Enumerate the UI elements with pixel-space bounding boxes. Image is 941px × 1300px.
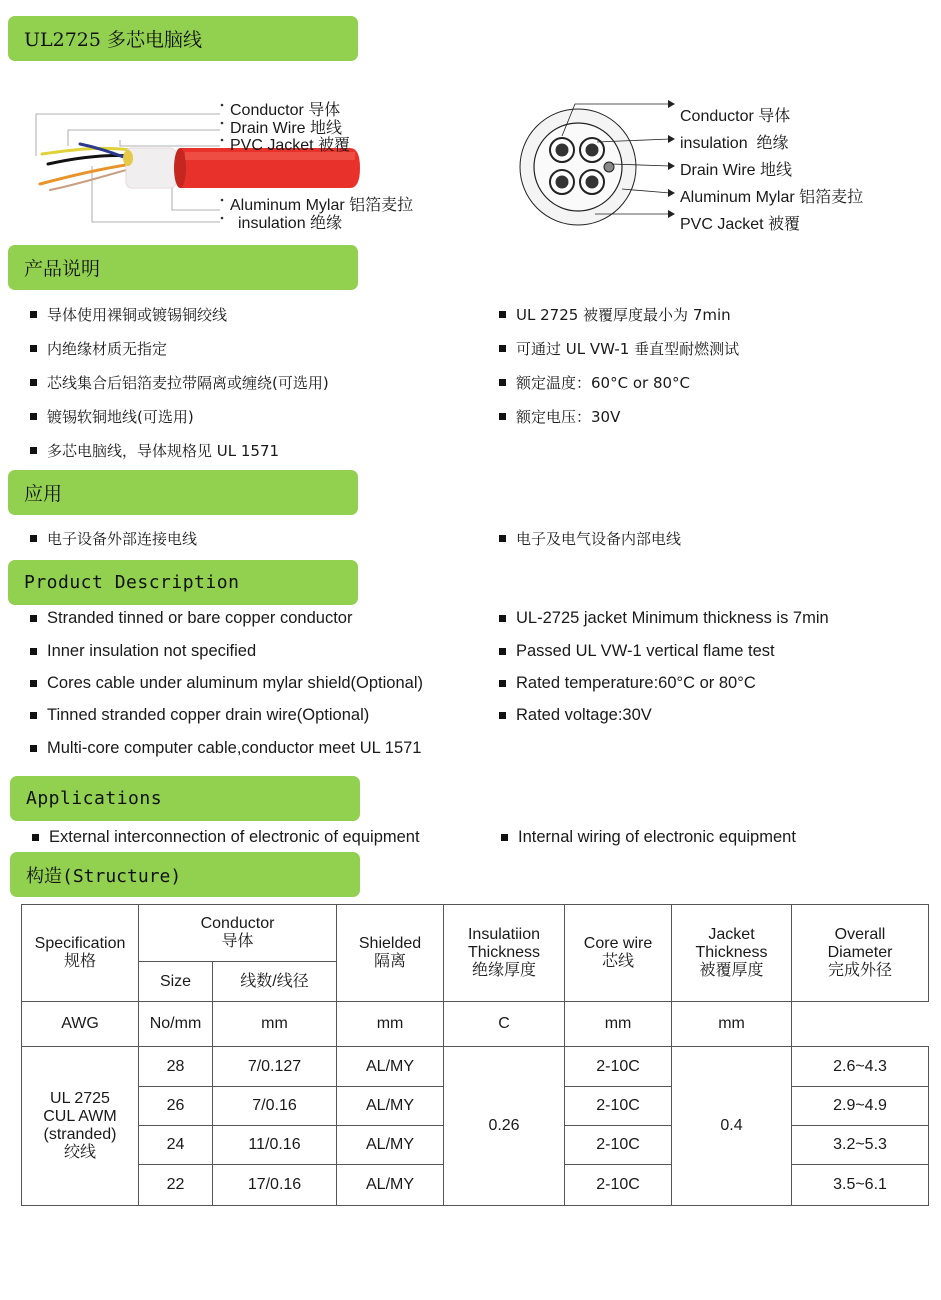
right-label-drain-wire: Drain Wire 地线 [680, 162, 793, 179]
od-cell: 3.2~5.3 [792, 1126, 929, 1165]
insulation-value-cell: 0.26 [444, 1047, 565, 1206]
list-item: Tinned stranded copper drain wire(Optional) [30, 706, 369, 725]
strands-cell: 17/0.16 [213, 1165, 337, 1206]
shield-cell: AL/MY [337, 1087, 444, 1126]
title-text: UL2725 多芯电脑线 [24, 29, 203, 51]
list-item: 多芯电脑线，导体规格见 UL 1571 [30, 440, 279, 461]
unit-cell: mm [213, 1002, 337, 1047]
unit-cell: mm [672, 1002, 792, 1047]
left-label-aluminum-mylar: Aluminum Mylar 铝箔麦拉 [230, 197, 414, 214]
structure-table [21, 904, 929, 1206]
od-cell: 3.5~6.1 [792, 1165, 929, 1206]
en-description-header [8, 560, 358, 605]
list-item: UL-2725 jacket Minimum thickness is 7min [499, 609, 829, 628]
shield-cell: AL/MY [337, 1047, 444, 1087]
list-item: 额定温度：60°C or 80°C [499, 372, 690, 393]
list-item: 电子设备外部连接电线 [30, 528, 197, 549]
core-wire-header-cell: Core wire 芯线 [565, 905, 672, 1002]
right-label-insulation: insulation 绝缘 [680, 135, 789, 152]
size-header-cell: Size [139, 962, 213, 1002]
unit-cell: mm [337, 1002, 444, 1047]
cn-description-header [8, 245, 358, 290]
list-item: Rated temperature:60°C or 80°C [499, 674, 756, 693]
en-application-title: Applications [26, 788, 163, 809]
list-item: 电子及电气设备内部电线 [499, 528, 681, 549]
unit-cell: C [444, 1002, 565, 1047]
od-cell: 2.6~4.3 [792, 1047, 929, 1087]
od-cell: 2.9~4.9 [792, 1087, 929, 1126]
right-label-aluminum-mylar: Aluminum Mylar 铝箔麦拉 [680, 189, 864, 206]
right-label-conductor: Conductor 导体 [680, 108, 791, 125]
unit-cell: mm [565, 1002, 672, 1047]
size-cell: 22 [139, 1165, 213, 1206]
size-cell: 24 [139, 1126, 213, 1165]
left-label-pvc-jacket: PVC Jacket 被覆 [230, 137, 351, 154]
drain-wire-dot [604, 162, 614, 172]
table-units-row [22, 1002, 929, 1047]
list-item: Stranded tinned or bare copper conductor [30, 609, 352, 628]
right-label-pvc-jacket: PVC Jacket 被覆 [680, 216, 801, 233]
core-cell: 2-10C [565, 1165, 672, 1206]
size-cell: 26 [139, 1087, 213, 1126]
list-item: Inner insulation not specified [30, 642, 256, 661]
shield-cell: AL/MY [337, 1126, 444, 1165]
left-label-conductor: Conductor 导体 [230, 102, 341, 119]
unit-cell: No/mm [139, 1002, 213, 1047]
cn-description-title: 产品说明 [24, 258, 101, 280]
list-item: 可通过 UL VW-1 垂直型耐燃测试 [499, 338, 739, 359]
overall-diameter-header-cell: Overall Diameter 完成外径 [792, 905, 929, 1002]
strands-cell: 7/0.127 [213, 1047, 337, 1087]
unit-cell: AWG [22, 1002, 139, 1047]
cable-cross-section-diagram [505, 92, 690, 232]
list-item: Multi-core computer cable,conductor meet UL 1571 [30, 739, 422, 758]
table-row [22, 1047, 929, 1087]
conductor-header-cell: Conductor 导体 [139, 905, 337, 962]
list-item: 额定电压：30V [499, 406, 620, 427]
core-cell: 2-10C [565, 1087, 672, 1126]
cn-application-header [8, 470, 358, 515]
list-item: 芯线集合后铝箔麦拉带隔离或缠绕(可选用) [30, 372, 329, 393]
list-item: Passed UL VW-1 vertical flame test [499, 642, 775, 661]
foil-shield [126, 148, 176, 188]
size-cell: 28 [139, 1047, 213, 1087]
left-label-drain-wire: Drain Wire 地线 [230, 120, 343, 137]
list-item: Rated voltage:30V [499, 706, 652, 725]
jacket-value-cell: 0.4 [672, 1047, 792, 1206]
jacket-header-cell: Jacket Thickness 被覆厚度 [672, 905, 792, 1002]
title-header [8, 16, 358, 61]
list-item: UL 2725 被覆厚度最小为 7min [499, 304, 731, 325]
shield-cell: AL/MY [337, 1165, 444, 1206]
strands-header-cell: 线数/线径 [213, 962, 337, 1002]
cn-application-title: 应用 [24, 483, 63, 505]
table-header-row [22, 905, 929, 962]
en-application-header [10, 776, 360, 821]
list-item: 导体使用裸铜或镀锡铜绞线 [30, 304, 227, 325]
shielded-header-cell: Shielded 隔离 [337, 905, 444, 1002]
core-cell: 2-10C [565, 1126, 672, 1165]
en-description-title: Product Description [24, 572, 240, 593]
list-item: External interconnection of electronic of equipment [32, 828, 420, 847]
spec-header-cell: Specification 规格 [22, 905, 139, 1002]
left-label-insulation: insulation 绝缘 [238, 215, 343, 232]
list-item: Cores cable under aluminum mylar shield(Optional) [30, 674, 423, 693]
list-item: 内绝缘材质无指定 [30, 338, 167, 359]
strands-cell: 11/0.16 [213, 1126, 337, 1165]
core-cell: 2-10C [565, 1047, 672, 1087]
insulation-header-cell: Insulatiion Thickness 绝缘厚度 [444, 905, 565, 1002]
structure-title: 构造(Structure) [26, 865, 182, 887]
list-item: Internal wiring of electronic equipment [501, 828, 796, 847]
structure-header [10, 852, 360, 897]
model-cell: UL 2725 CUL AWM (stranded) 绞线 [22, 1047, 139, 1206]
strands-cell: 7/0.16 [213, 1087, 337, 1126]
list-item: 镀锡软铜地线(可选用) [30, 406, 194, 427]
